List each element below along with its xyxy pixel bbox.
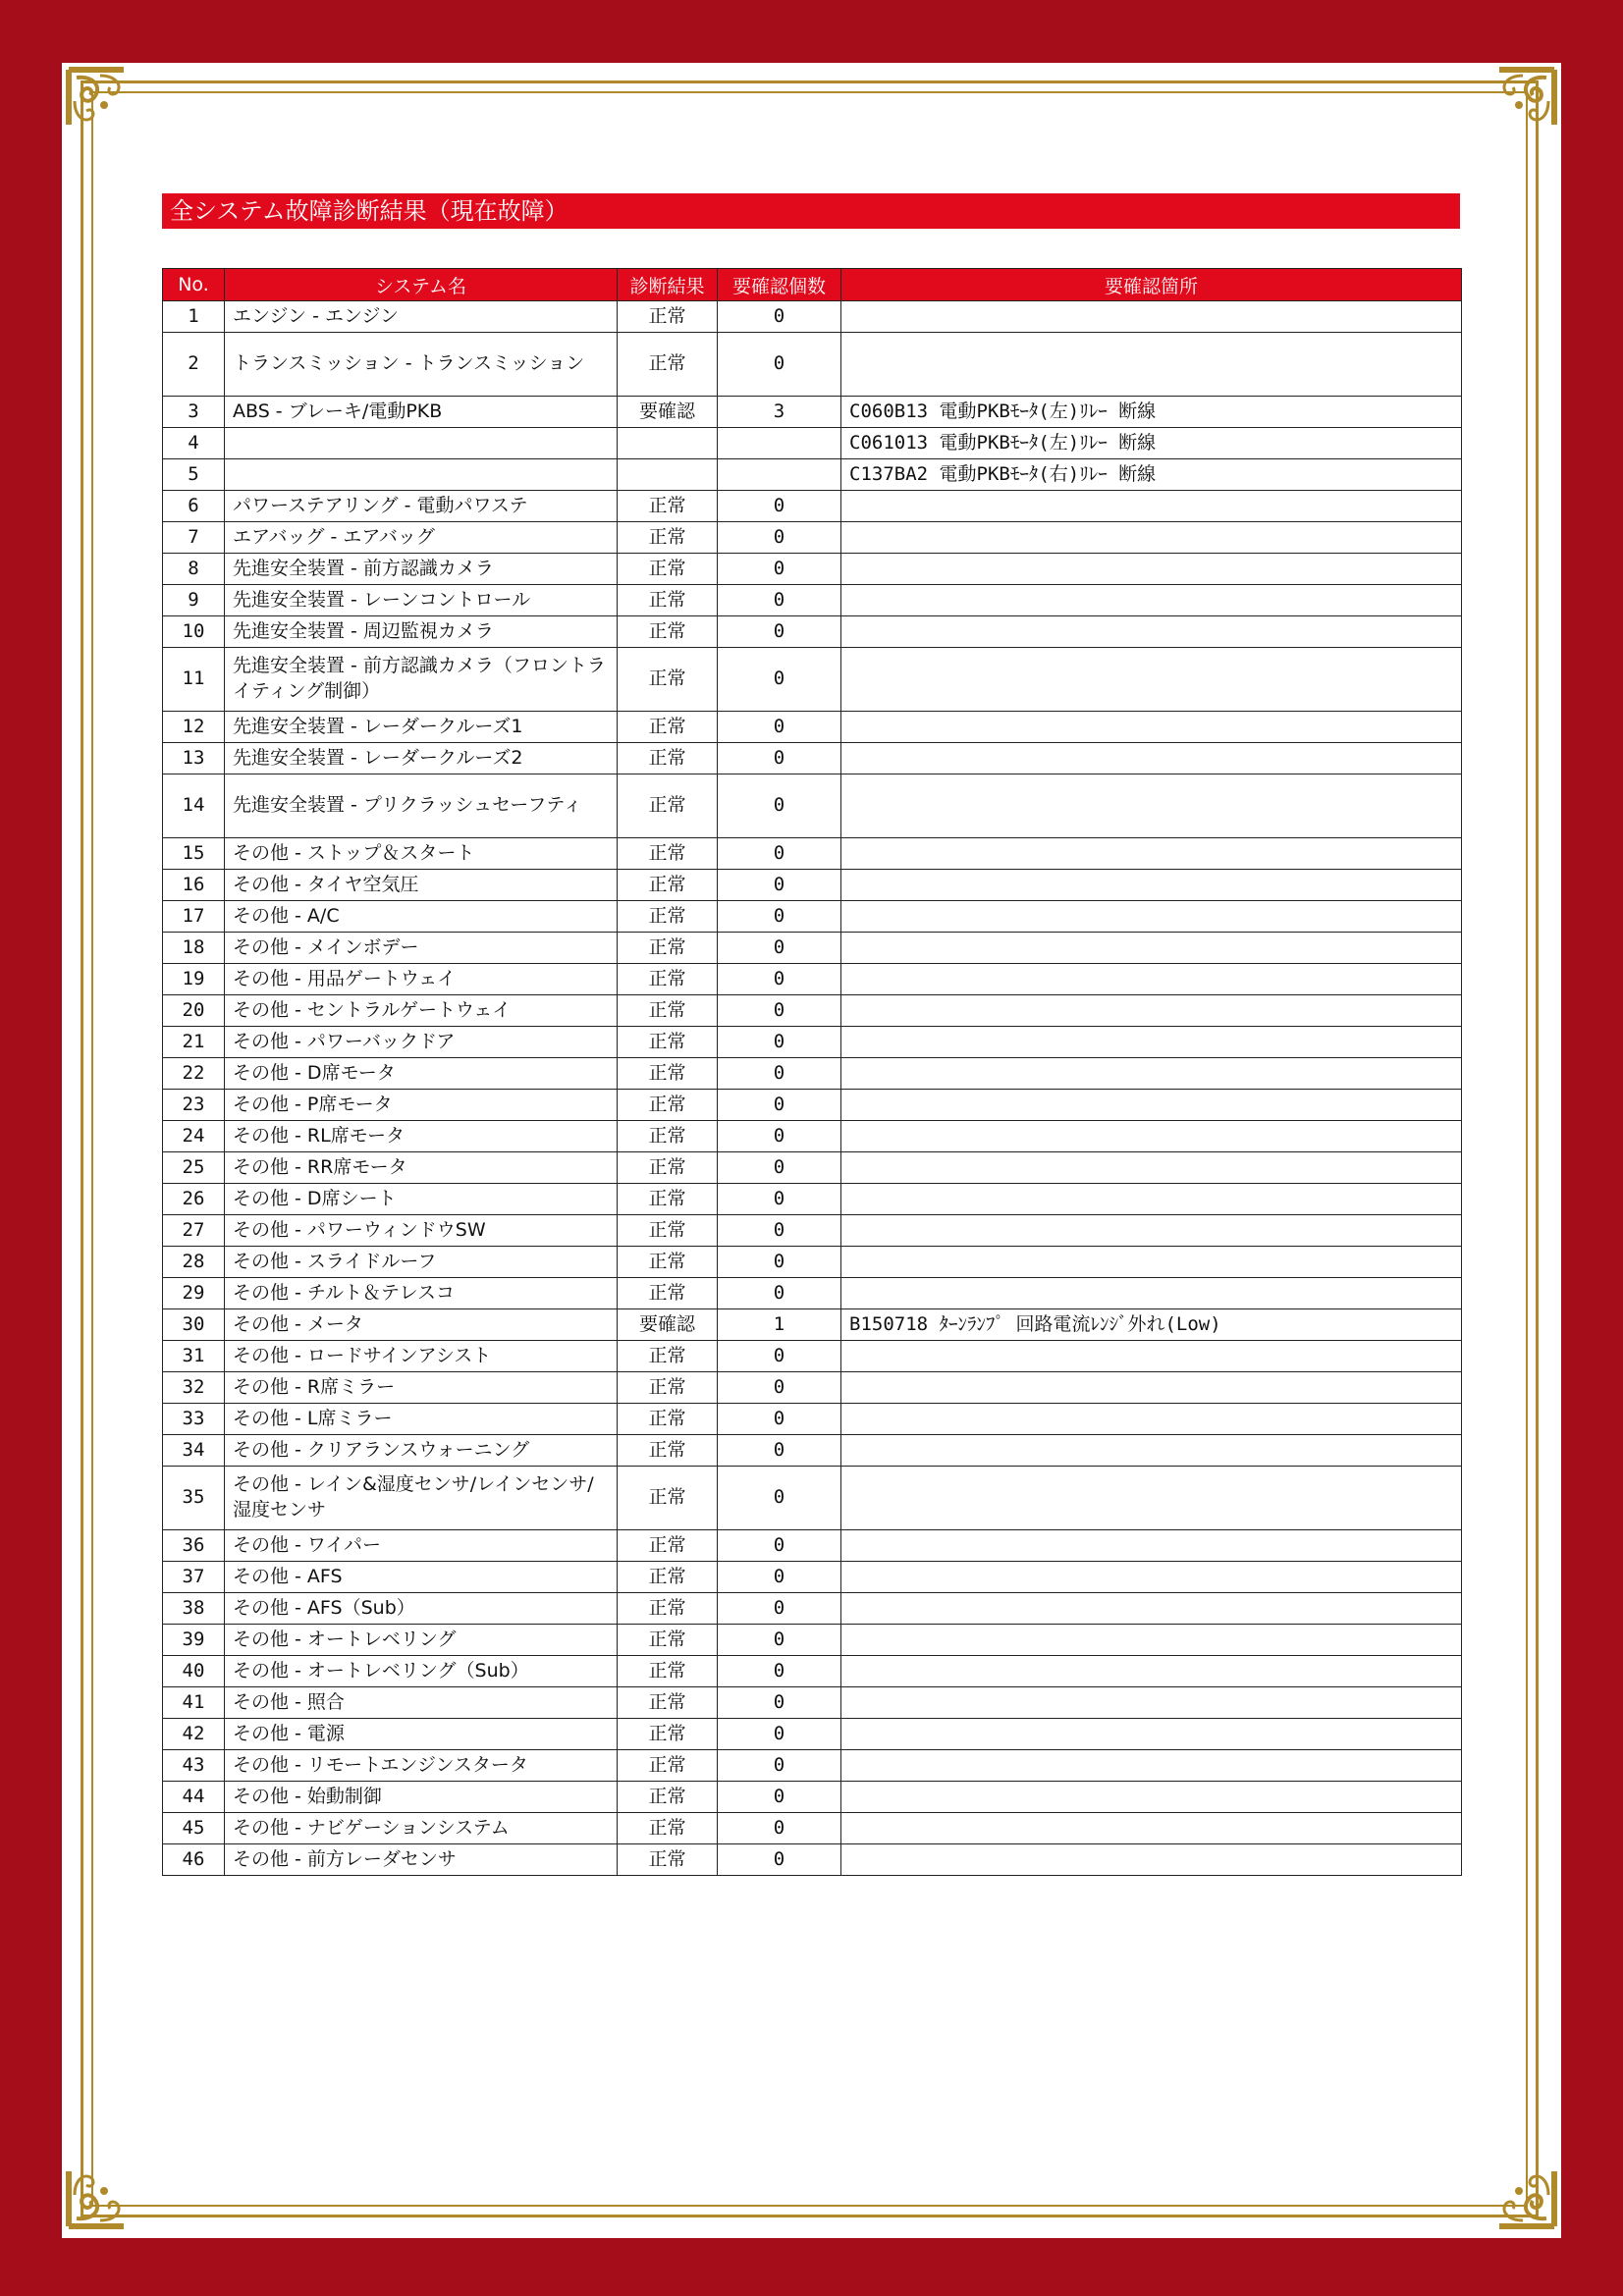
ornament-corner-icon <box>1470 2142 1558 2230</box>
table-row <box>163 1562 1462 1593</box>
ornament-corner-icon <box>65 2142 153 2230</box>
row-number-cell: 14 <box>163 774 225 838</box>
table-row <box>163 585 1462 616</box>
row-number-cell: 38 <box>163 1593 225 1625</box>
diagnosis-result-cell <box>618 428 718 459</box>
check-count-cell: 0 <box>718 1090 841 1121</box>
row-number-cell: 31 <box>163 1341 225 1372</box>
table-row <box>163 1750 1462 1782</box>
system-name-cell: その他 - チルト＆テレスコ <box>225 1278 618 1309</box>
diagnosis-result-cell: 正常 <box>618 1782 718 1813</box>
system-name-cell: その他 - ナビゲーションシステム <box>225 1813 618 1844</box>
table-row <box>163 522 1462 554</box>
diagnosis-result-cell: 正常 <box>618 1247 718 1278</box>
system-name-cell: その他 - パワーウィンドウSW <box>225 1215 618 1247</box>
row-number-cell: 42 <box>163 1719 225 1750</box>
check-count-cell: 0 <box>718 1844 841 1876</box>
table-row <box>163 1467 1462 1530</box>
check-location-cell <box>841 1750 1462 1782</box>
check-location-cell <box>841 1152 1462 1184</box>
check-location-cell <box>841 933 1462 964</box>
system-name-cell: その他 - セントラルゲートウェイ <box>225 995 618 1027</box>
diagnosis-result-cell: 正常 <box>618 1687 718 1719</box>
diagnosis-result-cell: 正常 <box>618 1813 718 1844</box>
check-count-cell: 0 <box>718 1719 841 1750</box>
system-name-cell: その他 - AFS <box>225 1562 618 1593</box>
check-count-cell: 0 <box>718 712 841 743</box>
check-location-cell <box>841 1562 1462 1593</box>
system-name-cell: その他 - ロードサインアシスト <box>225 1341 618 1372</box>
diagnosis-result-cell: 正常 <box>618 1404 718 1435</box>
table-row <box>163 1058 1462 1090</box>
diagnosis-result-cell: 正常 <box>618 1719 718 1750</box>
check-location-cell: C137BA2 電動PKBﾓｰﾀ(右)ﾘﾚｰ 断線 <box>841 459 1462 491</box>
table-row <box>163 1247 1462 1278</box>
check-count-cell: 0 <box>718 870 841 901</box>
row-number-cell: 4 <box>163 428 225 459</box>
table-row <box>163 491 1462 522</box>
diagnosis-result-cell: 正常 <box>618 1341 718 1372</box>
diagnosis-result-cell: 正常 <box>618 1058 718 1090</box>
diagnosis-result-cell: 正常 <box>618 1656 718 1687</box>
diagnosis-result-cell: 正常 <box>618 1027 718 1058</box>
check-location-cell: C060B13 電動PKBﾓｰﾀ(左)ﾘﾚｰ 断線 <box>841 397 1462 428</box>
table-row <box>163 1656 1462 1687</box>
row-number-cell: 17 <box>163 901 225 933</box>
check-count-cell: 0 <box>718 995 841 1027</box>
check-count-cell: 0 <box>718 301 841 333</box>
system-name-cell: その他 - クリアランスウォーニング <box>225 1435 618 1467</box>
table-row <box>163 459 1462 491</box>
diagnosis-result-cell: 正常 <box>618 712 718 743</box>
row-number-cell: 7 <box>163 522 225 554</box>
system-name-cell: その他 - パワーバックドア <box>225 1027 618 1058</box>
diagnosis-result-cell: 正常 <box>618 995 718 1027</box>
system-name-cell: その他 - 前方レーダセンサ <box>225 1844 618 1876</box>
check-location-cell <box>841 1844 1462 1876</box>
check-location-cell <box>841 1625 1462 1656</box>
row-number-cell: 20 <box>163 995 225 1027</box>
diagnosis-result-cell: 正常 <box>618 491 718 522</box>
table-row <box>163 1782 1462 1813</box>
row-number-cell: 3 <box>163 397 225 428</box>
diagnosis-result-cell: 正常 <box>618 648 718 712</box>
system-name-cell: その他 - 用品ゲートウェイ <box>225 964 618 995</box>
diagnosis-result-cell: 正常 <box>618 774 718 838</box>
row-number-cell: 37 <box>163 1562 225 1593</box>
table-header-row <box>163 269 1462 301</box>
system-name-cell: その他 - メインボデー <box>225 933 618 964</box>
check-location-cell <box>841 712 1462 743</box>
check-count-cell: 1 <box>718 1309 841 1341</box>
column-header-location: 要確認箇所 <box>841 269 1462 301</box>
system-name-cell: その他 - D席モータ <box>225 1058 618 1090</box>
check-count-cell: 0 <box>718 838 841 870</box>
row-number-cell: 39 <box>163 1625 225 1656</box>
row-number-cell: 34 <box>163 1435 225 1467</box>
diagnosis-result-cell <box>618 459 718 491</box>
check-count-cell: 0 <box>718 1121 841 1152</box>
system-name-cell: その他 - 電源 <box>225 1719 618 1750</box>
table-row <box>163 397 1462 428</box>
diagnosis-result-cell: 要確認 <box>618 1309 718 1341</box>
table-row <box>163 1184 1462 1215</box>
diagnosis-result-cell: 正常 <box>618 933 718 964</box>
system-name-cell: エアバッグ - エアバッグ <box>225 522 618 554</box>
diagnosis-result-cell: 正常 <box>618 1750 718 1782</box>
check-location-cell <box>841 1719 1462 1750</box>
check-count-cell: 0 <box>718 1656 841 1687</box>
check-count-cell: 0 <box>718 648 841 712</box>
row-number-cell: 5 <box>163 459 225 491</box>
check-count-cell: 0 <box>718 585 841 616</box>
row-number-cell: 12 <box>163 712 225 743</box>
diagnosis-result-cell: 正常 <box>618 1215 718 1247</box>
table-row <box>163 743 1462 774</box>
row-number-cell: 15 <box>163 838 225 870</box>
check-location-cell <box>841 1404 1462 1435</box>
check-count-cell: 0 <box>718 774 841 838</box>
table-row <box>163 1404 1462 1435</box>
system-name-cell: その他 - RR席モータ <box>225 1152 618 1184</box>
check-location-cell <box>841 743 1462 774</box>
row-number-cell: 22 <box>163 1058 225 1090</box>
diagnosis-result-cell: 要確認 <box>618 397 718 428</box>
system-name-cell: その他 - レイン&湿度センサ/レインセンサ/湿度センサ <box>225 1467 618 1530</box>
system-name-cell: その他 - R席ミラー <box>225 1372 618 1404</box>
system-name-cell: 先進安全装置 - 前方認識カメラ（フロントライティング制御） <box>225 648 618 712</box>
system-name-cell: 先進安全装置 - プリクラッシュセーフティ <box>225 774 618 838</box>
system-name-cell: その他 - オートレベリング <box>225 1625 618 1656</box>
table-row <box>163 901 1462 933</box>
table-row <box>163 1309 1462 1341</box>
diagnosis-result-cell: 正常 <box>618 901 718 933</box>
table-row <box>163 1719 1462 1750</box>
system-name-cell: その他 - D席シート <box>225 1184 618 1215</box>
table-row <box>163 995 1462 1027</box>
check-count-cell: 0 <box>718 743 841 774</box>
check-count-cell: 0 <box>718 1562 841 1593</box>
table-row <box>163 1215 1462 1247</box>
row-number-cell: 10 <box>163 616 225 648</box>
diagnosis-result-cell: 正常 <box>618 1278 718 1309</box>
check-count-cell: 0 <box>718 522 841 554</box>
table-row <box>163 964 1462 995</box>
table-row <box>163 1372 1462 1404</box>
table-row <box>163 1687 1462 1719</box>
check-count-cell <box>718 459 841 491</box>
check-count-cell: 0 <box>718 1278 841 1309</box>
diagnosis-table <box>162 268 1462 1876</box>
table-row <box>163 333 1462 397</box>
check-location-cell <box>841 1090 1462 1121</box>
row-number-cell: 43 <box>163 1750 225 1782</box>
row-number-cell: 19 <box>163 964 225 995</box>
diagnosis-result-cell: 正常 <box>618 1593 718 1625</box>
check-count-cell: 3 <box>718 397 841 428</box>
diagnosis-result-cell: 正常 <box>618 585 718 616</box>
table-row <box>163 1152 1462 1184</box>
check-location-cell <box>841 1121 1462 1152</box>
table-row <box>163 712 1462 743</box>
table-row <box>163 870 1462 901</box>
table-row <box>163 933 1462 964</box>
check-count-cell: 0 <box>718 1404 841 1435</box>
check-location-cell <box>841 616 1462 648</box>
diagnosis-result-cell: 正常 <box>618 1435 718 1467</box>
row-number-cell: 27 <box>163 1215 225 1247</box>
diagnosis-result-cell: 正常 <box>618 1467 718 1530</box>
system-name-cell <box>225 428 618 459</box>
row-number-cell: 46 <box>163 1844 225 1876</box>
table-row <box>163 1625 1462 1656</box>
check-count-cell: 0 <box>718 1341 841 1372</box>
row-number-cell: 16 <box>163 870 225 901</box>
check-location-cell <box>841 901 1462 933</box>
system-name-cell: その他 - AFS（Sub） <box>225 1593 618 1625</box>
diagnosis-result-cell: 正常 <box>618 1184 718 1215</box>
check-location-cell <box>841 1813 1462 1844</box>
diagnosis-result-cell: 正常 <box>618 1090 718 1121</box>
row-number-cell: 18 <box>163 933 225 964</box>
diagnosis-result-cell: 正常 <box>618 1121 718 1152</box>
check-count-cell: 0 <box>718 1372 841 1404</box>
table-row <box>163 1435 1462 1467</box>
diagnosis-result-cell: 正常 <box>618 743 718 774</box>
system-name-cell: トランスミッション - トランスミッション <box>225 333 618 397</box>
check-location-cell <box>841 585 1462 616</box>
system-name-cell: その他 - A/C <box>225 901 618 933</box>
check-count-cell: 0 <box>718 1247 841 1278</box>
check-count-cell: 0 <box>718 1687 841 1719</box>
row-number-cell: 30 <box>163 1309 225 1341</box>
check-location-cell <box>841 1656 1462 1687</box>
system-name-cell: 先進安全装置 - レーダークルーズ2 <box>225 743 618 774</box>
check-location-cell <box>841 1530 1462 1562</box>
system-name-cell: その他 - メータ <box>225 1309 618 1341</box>
system-name-cell: パワーステアリング - 電動パワステ <box>225 491 618 522</box>
column-header-result: 診断結果 <box>618 269 718 301</box>
system-name-cell: その他 - リモートエンジンスタータ <box>225 1750 618 1782</box>
table-row <box>163 648 1462 712</box>
table-row <box>163 1278 1462 1309</box>
row-number-cell: 9 <box>163 585 225 616</box>
check-count-cell: 0 <box>718 1530 841 1562</box>
row-number-cell: 11 <box>163 648 225 712</box>
system-name-cell: その他 - タイヤ空気圧 <box>225 870 618 901</box>
check-location-cell <box>841 995 1462 1027</box>
row-number-cell: 44 <box>163 1782 225 1813</box>
check-location-cell: C061013 電動PKBﾓｰﾀ(左)ﾘﾚｰ 断線 <box>841 428 1462 459</box>
check-location-cell <box>841 1278 1462 1309</box>
system-name-cell: ABS - ブレーキ/電動PKB <box>225 397 618 428</box>
system-name-cell: その他 - RL席モータ <box>225 1121 618 1152</box>
check-location-cell <box>841 1593 1462 1625</box>
table-row <box>163 1813 1462 1844</box>
check-count-cell: 0 <box>718 616 841 648</box>
check-location-cell <box>841 1435 1462 1467</box>
table-row <box>163 1593 1462 1625</box>
check-location-cell <box>841 870 1462 901</box>
check-count-cell: 0 <box>718 1184 841 1215</box>
system-name-cell: 先進安全装置 - 周辺監視カメラ <box>225 616 618 648</box>
diagnosis-result-cell: 正常 <box>618 1562 718 1593</box>
check-location-cell <box>841 964 1462 995</box>
diagnosis-result-cell: 正常 <box>618 522 718 554</box>
diagnosis-result-cell: 正常 <box>618 1625 718 1656</box>
row-number-cell: 23 <box>163 1090 225 1121</box>
table-row <box>163 554 1462 585</box>
check-location-cell <box>841 1058 1462 1090</box>
check-location-cell <box>841 1215 1462 1247</box>
diagnosis-result-cell: 正常 <box>618 1844 718 1876</box>
system-name-cell: その他 - スライドルーフ <box>225 1247 618 1278</box>
row-number-cell: 13 <box>163 743 225 774</box>
system-name-cell: その他 - P席モータ <box>225 1090 618 1121</box>
row-number-cell: 41 <box>163 1687 225 1719</box>
check-location-cell <box>841 1372 1462 1404</box>
check-location-cell <box>841 1247 1462 1278</box>
check-count-cell: 0 <box>718 1215 841 1247</box>
system-name-cell: 先進安全装置 - レーダークルーズ1 <box>225 712 618 743</box>
check-location-cell <box>841 838 1462 870</box>
row-number-cell: 33 <box>163 1404 225 1435</box>
check-count-cell: 0 <box>718 933 841 964</box>
diagnosis-result-cell: 正常 <box>618 964 718 995</box>
check-location-cell <box>841 774 1462 838</box>
row-number-cell: 25 <box>163 1152 225 1184</box>
diagnosis-result-cell: 正常 <box>618 870 718 901</box>
check-count-cell: 0 <box>718 1435 841 1467</box>
table-row <box>163 301 1462 333</box>
diagnosis-result-cell: 正常 <box>618 554 718 585</box>
row-number-cell: 28 <box>163 1247 225 1278</box>
system-name-cell: その他 - ストップ＆スタート <box>225 838 618 870</box>
system-name-cell <box>225 459 618 491</box>
row-number-cell: 6 <box>163 491 225 522</box>
table-row <box>163 1090 1462 1121</box>
diagnosis-result-cell: 正常 <box>618 333 718 397</box>
system-name-cell: 先進安全装置 - レーンコントロール <box>225 585 618 616</box>
check-count-cell: 0 <box>718 1152 841 1184</box>
check-count-cell: 0 <box>718 964 841 995</box>
row-number-cell: 35 <box>163 1467 225 1530</box>
row-number-cell: 36 <box>163 1530 225 1562</box>
row-number-cell: 32 <box>163 1372 225 1404</box>
row-number-cell: 21 <box>163 1027 225 1058</box>
check-location-cell <box>841 1341 1462 1372</box>
row-number-cell: 40 <box>163 1656 225 1687</box>
table-row <box>163 616 1462 648</box>
check-location-cell <box>841 301 1462 333</box>
table-row <box>163 1341 1462 1372</box>
table-row <box>163 1027 1462 1058</box>
check-count-cell: 0 <box>718 901 841 933</box>
check-count-cell: 0 <box>718 491 841 522</box>
diagnosis-result-cell: 正常 <box>618 1152 718 1184</box>
column-header-system: システム名 <box>225 269 618 301</box>
table-row <box>163 428 1462 459</box>
row-number-cell: 8 <box>163 554 225 585</box>
check-count-cell: 0 <box>718 1750 841 1782</box>
check-location-cell <box>841 1687 1462 1719</box>
diagnosis-result-cell: 正常 <box>618 1530 718 1562</box>
system-name-cell: その他 - 始動制御 <box>225 1782 618 1813</box>
row-number-cell: 29 <box>163 1278 225 1309</box>
column-header-count: 要確認個数 <box>718 269 841 301</box>
check-count-cell: 0 <box>718 1625 841 1656</box>
system-name-cell: その他 - 照合 <box>225 1687 618 1719</box>
row-number-cell: 45 <box>163 1813 225 1844</box>
check-count-cell: 0 <box>718 1467 841 1530</box>
column-header-no: No. <box>163 269 225 301</box>
table-row <box>163 774 1462 838</box>
check-location-cell <box>841 1184 1462 1215</box>
check-count-cell: 0 <box>718 1782 841 1813</box>
system-name-cell: その他 - L席ミラー <box>225 1404 618 1435</box>
system-name-cell: その他 - オートレベリング（Sub） <box>225 1656 618 1687</box>
table-row <box>163 1844 1462 1876</box>
check-count-cell: 0 <box>718 333 841 397</box>
check-location-cell <box>841 648 1462 712</box>
system-name-cell: 先進安全装置 - 前方認識カメラ <box>225 554 618 585</box>
check-location-cell <box>841 1027 1462 1058</box>
diagnosis-result-cell: 正常 <box>618 301 718 333</box>
system-name-cell: エンジン - エンジン <box>225 301 618 333</box>
check-location-cell: B150718 ﾀｰﾝﾗﾝﾌﾟ 回路電流ﾚﾝｼﾞ外れ(Low) <box>841 1309 1462 1341</box>
check-count-cell: 0 <box>718 1058 841 1090</box>
row-number-cell: 1 <box>163 301 225 333</box>
check-location-cell <box>841 522 1462 554</box>
table-body <box>163 301 1462 1876</box>
check-location-cell <box>841 1467 1462 1530</box>
check-location-cell <box>841 1782 1462 1813</box>
table-row <box>163 1530 1462 1562</box>
check-location-cell <box>841 554 1462 585</box>
check-count-cell: 0 <box>718 1593 841 1625</box>
row-number-cell: 26 <box>163 1184 225 1215</box>
diagnosis-result-cell: 正常 <box>618 616 718 648</box>
table-row <box>163 838 1462 870</box>
ornament-corner-icon <box>1470 66 1558 154</box>
check-count-cell: 0 <box>718 1027 841 1058</box>
table-row <box>163 1121 1462 1152</box>
diagnosis-result-cell: 正常 <box>618 1372 718 1404</box>
check-location-cell <box>841 491 1462 522</box>
page-title: 全システム故障診断結果（現在故障） <box>162 193 1460 229</box>
row-number-cell: 2 <box>163 333 225 397</box>
row-number-cell: 24 <box>163 1121 225 1152</box>
check-location-cell <box>841 333 1462 397</box>
check-count-cell <box>718 428 841 459</box>
system-name-cell: その他 - ワイパー <box>225 1530 618 1562</box>
check-count-cell: 0 <box>718 554 841 585</box>
diagnosis-result-cell: 正常 <box>618 838 718 870</box>
check-count-cell: 0 <box>718 1813 841 1844</box>
ornament-corner-icon <box>65 66 153 154</box>
